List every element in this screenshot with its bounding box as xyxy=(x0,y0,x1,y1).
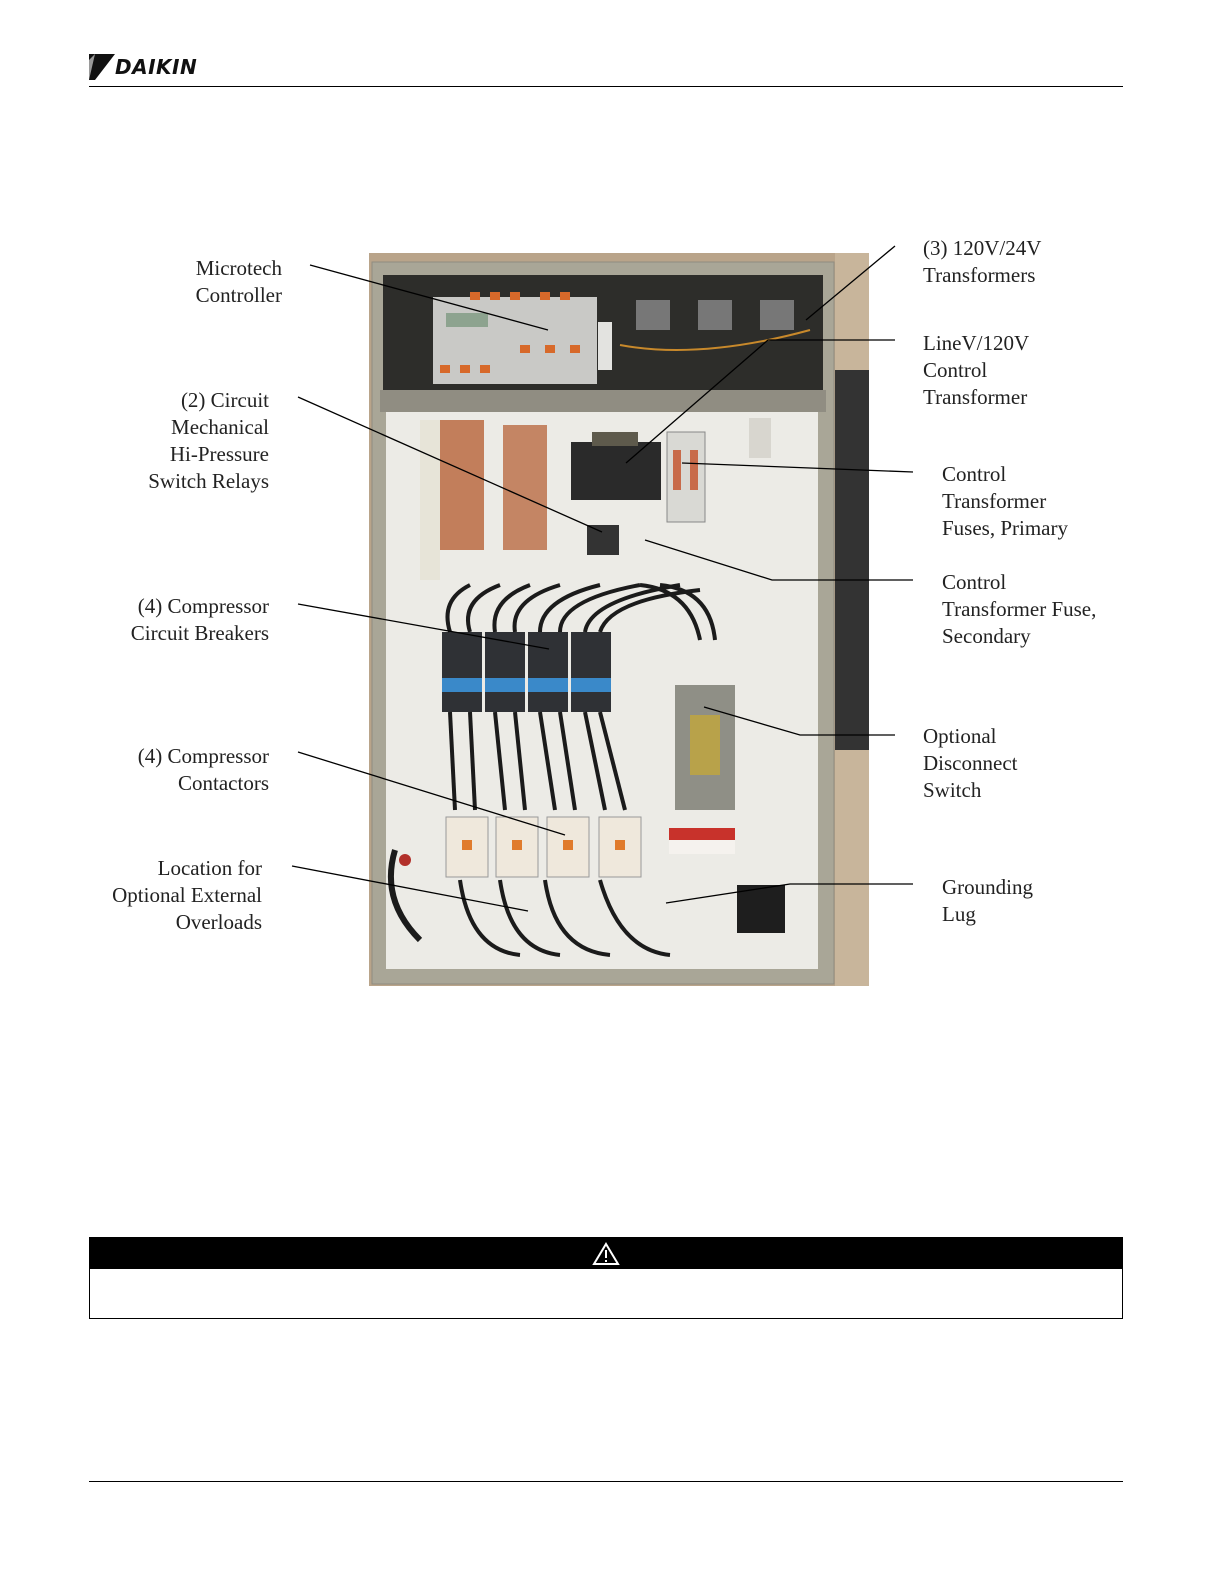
callout-grounding-lug: Grounding Lug xyxy=(942,875,1033,926)
callout-fuse-secondary: Control Transformer Fuse, Secondary xyxy=(942,570,1097,648)
footer-rule xyxy=(89,1481,1123,1482)
warning-triangle-icon xyxy=(592,1242,620,1266)
callout-control-transformer: LineV/120V Control Transformer xyxy=(923,331,1030,409)
callout-fuses-primary: Control Transformer Fuses, Primary xyxy=(942,462,1068,540)
warning-header xyxy=(90,1238,1122,1269)
callout-compressor-breakers: (4) Compressor Circuit Breakers xyxy=(130,594,269,645)
callout-microtech-controller: Microtech Controller xyxy=(195,256,282,307)
callout-external-overloads: Location for Optional External Overloads xyxy=(112,856,262,934)
warning-box xyxy=(89,1237,1123,1319)
callout-circuit-relays: (2) Circuit Mechanical Hi-Pressure Switch Relays xyxy=(148,388,269,493)
callout-24v-transformers: (3) 120V/24V Transformers xyxy=(923,236,1042,287)
brand-name: DAIKIN xyxy=(115,55,198,79)
callout-compressor-contactors: (4) Compressor Contactors xyxy=(137,744,269,795)
callout-disconnect-switch: Optional Disconnect Switch xyxy=(923,724,1018,802)
